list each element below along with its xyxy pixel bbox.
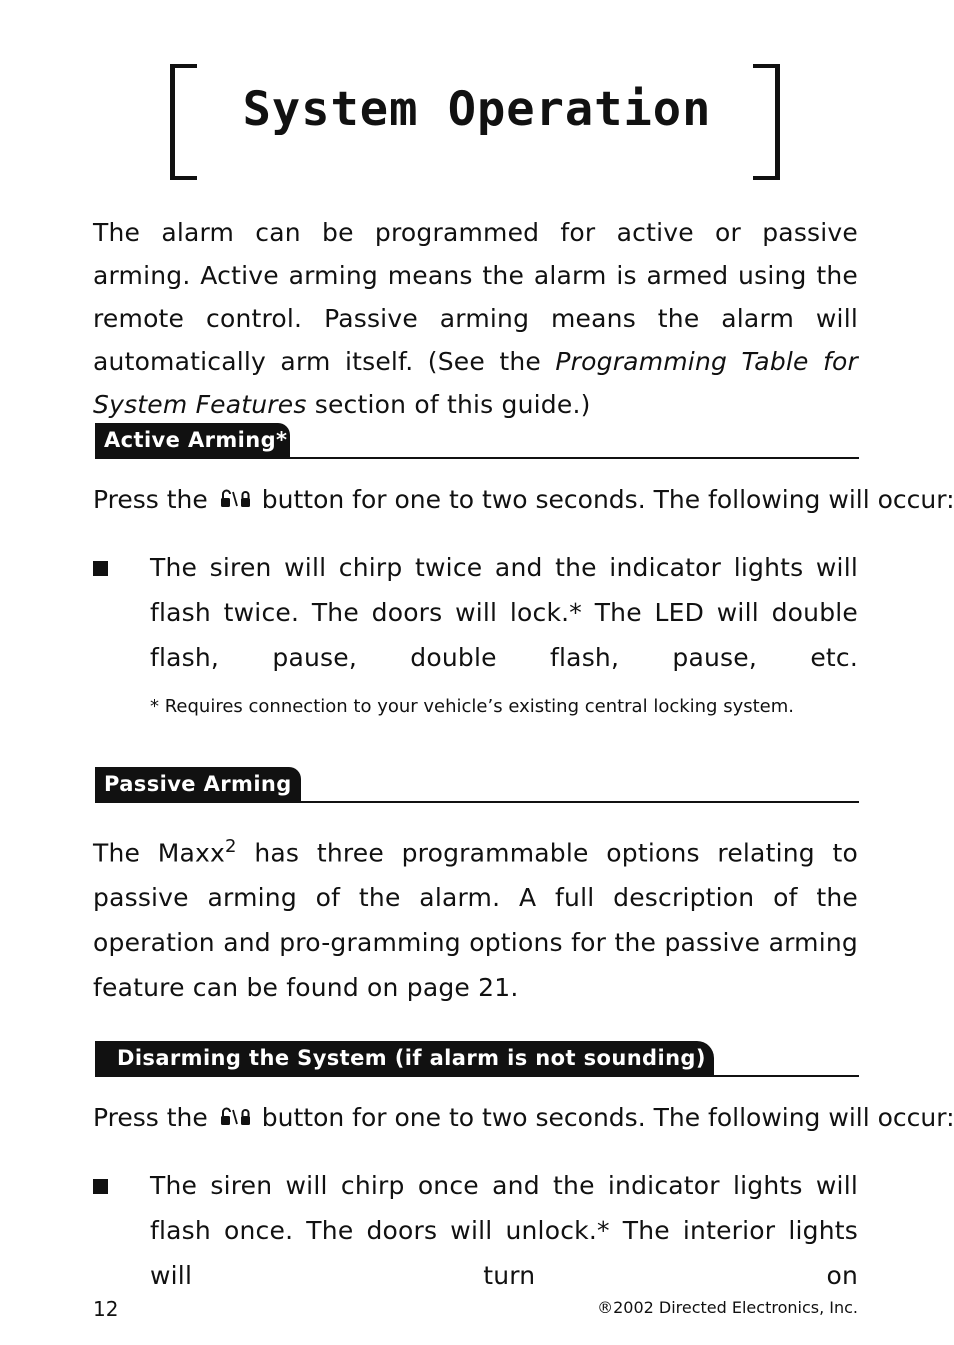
- footnote: * Requires connection to your vehicle’s existing central locking system.: [150, 696, 795, 717]
- disarming-bullet: The siren will chirp once and the indicator lights will flash once. The doors will unlock.* The interior lights will turn on: [150, 1171, 858, 1290]
- intro-text-after: section of this guide.): [306, 390, 591, 419]
- press-text-after: button for one to two seconds. The following will occur:: [261, 485, 954, 514]
- disarming-header: [95, 1040, 859, 1077]
- intro-text-before: The alarm can be programmed for active or passive arming. Active arming means the alarm is armed using the remote control. Passive arming means the alarm will automatically arm itself. (See the: [93, 218, 858, 376]
- passive-arming-paragraph: [93, 824, 858, 1010]
- lock-unlock-icon: [220, 1106, 254, 1128]
- passive-text-before: The Maxx: [93, 838, 226, 868]
- lock-unlock-icon: [220, 488, 254, 510]
- active-arming-heading: Active Arming*: [95, 423, 290, 457]
- intro-italic-reference: Programming Table for System Features: [93, 347, 858, 419]
- disarming-heading: Disarming the System (if alarm is not sounding): [95, 1041, 714, 1075]
- active-arming-instruction: [93, 482, 954, 518]
- page-title: System Operation: [242, 82, 712, 137]
- press-text-after: button for one to two seconds. The following will occur:: [261, 1103, 954, 1132]
- bullet-marker: [93, 1179, 108, 1194]
- active-arming-bullet: The siren will chirp twice and the indicator lights will flash twice. The doors will lock.* The LED will double flash, pause, double flash, pause, etc.: [150, 553, 858, 672]
- passive-arming-heading: Passive Arming: [95, 767, 301, 801]
- bullet-marker: [93, 561, 108, 576]
- press-text-before: Press the: [93, 485, 208, 514]
- active-arming-header: [95, 422, 859, 459]
- passive-arming-header: [95, 766, 859, 803]
- copyright: ®2002 Directed Electronics, Inc.: [597, 1298, 858, 1317]
- intro-paragraph: [93, 211, 858, 426]
- disarming-instruction: [93, 1100, 954, 1136]
- press-text-before: Press the: [93, 1103, 208, 1132]
- model-superscript: 2: [225, 836, 237, 857]
- passive-text-after: has three programmable options relating to passive arming of the alarm. A full description of the operation and pro-gramming options for the passive arming feature can be found on page 21.: [93, 838, 858, 1003]
- page-number: 12: [93, 1297, 119, 1321]
